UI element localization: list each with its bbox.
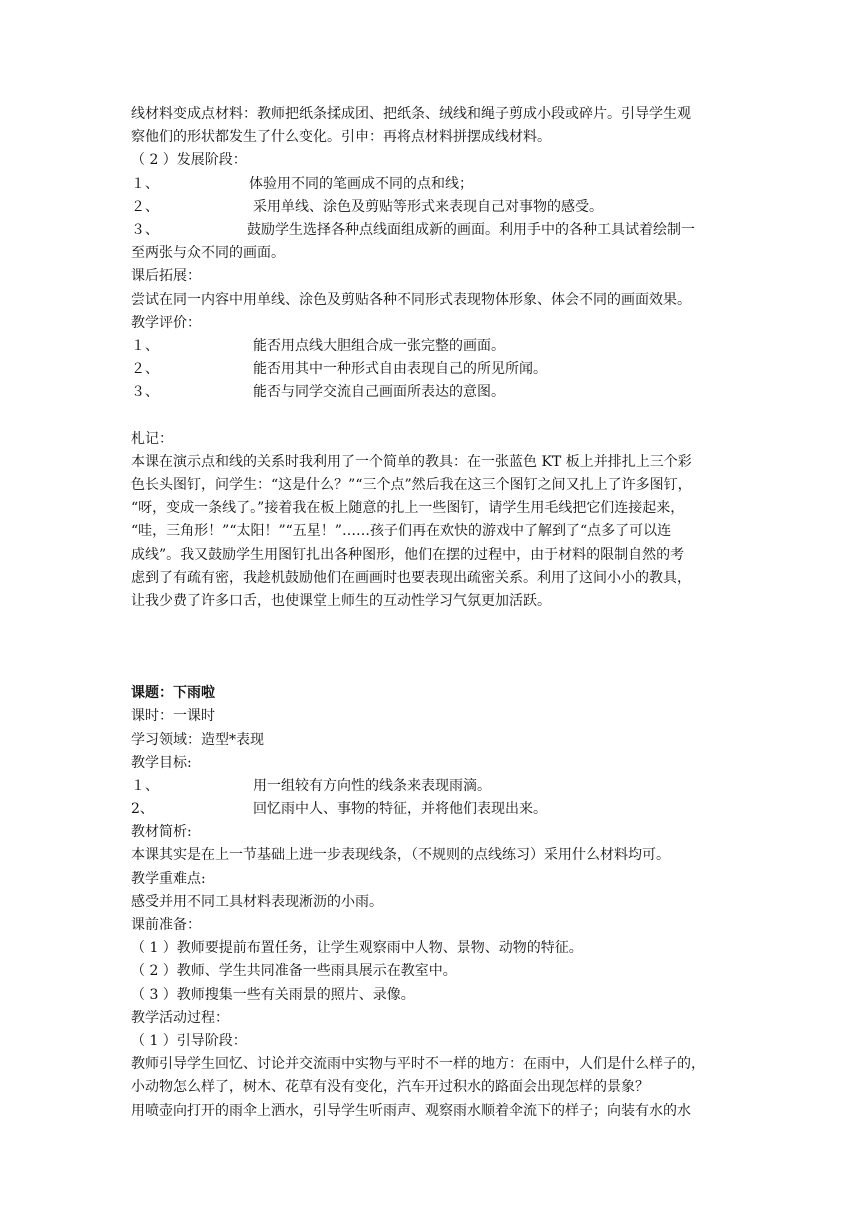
difficulty-heading: 教学重难点: (131, 870, 206, 887)
notes-line: “呀，变成一条线了。”接着我在板上随意的扎上一些图钉，请学生用毛线把它们连接起来， (131, 500, 685, 517)
document-page (131, 103, 731, 1123)
goals-heading: 教学目标: (131, 754, 192, 771)
stage1-line: 用喷壶向打开的雨伞上洒水，引导学生听雨声、观察雨水顺着伞流下的样子；向装有水的水 (131, 1102, 691, 1119)
lesson-period: 课时：一课时 (131, 708, 215, 725)
list-item: ３、 鼓励学生选择各种点线面组成新的画面。利用手中的各种工具试着绘制一 (131, 221, 695, 238)
lesson-domain: 学习领域：造型*表现 (131, 731, 264, 748)
list-item: （ 3 ）教师搜集一些有关雨景的照片、录像。 (131, 986, 415, 1003)
stage1-line: 小动物怎么样了，树木、花草有没有变化，汽车开过积水的路面会出现怎样的景象？ (131, 1079, 649, 1096)
notes-line: “哇，三角形！”“太阳！”“五星！”……孩子们再在欢快的游戏中了解到了“点多了可以连 (131, 523, 672, 540)
stage1-heading: （ 1 ）引导阶段： (131, 1032, 247, 1049)
list-item: ３、 能否与同学交流自己画面所表达的意图。 (131, 384, 505, 401)
notes-heading: 札记： (131, 430, 173, 447)
prep-heading: 课前准备： (131, 917, 201, 933)
extension-text: 尝试在同一内容中用单线、涂色及剪贴各种不同形式表现物体形象、体会不同的画面效果。 (131, 291, 691, 308)
notes-line: 色长头图钉，问学生：“这是什么？”“三个点”然后我在这三个图钉之间又扎上了许多图钉， (131, 477, 692, 493)
materials-heading: 教材简析: (131, 824, 192, 841)
list-item: 2、 回忆雨中人、事物的特征，并将他们表现出来。 (131, 801, 547, 818)
process-heading: 教学活动过程： (131, 1009, 229, 1026)
intro-line: 察他们的形状都发生了什么变化。引申：再将点材料拼摆成线材料。 (131, 129, 551, 146)
notes-line: 虑到了有疏有密，我趁机鼓励他们在画画时也要表现出疏密关系。利用了这间小小的教具， (131, 569, 691, 586)
notes-line: 成线”。我又鼓励学生用图钉扎出各种图形，他们在摆的过程中，由于材料的限制自然的考 (131, 546, 685, 563)
lesson-title: 课题：下雨啦 (131, 685, 215, 702)
list-item: ２、 采用单线、涂色及剪贴等形式来表现自己对事物的感受。 (131, 198, 603, 215)
list-item: １、 能否用点线大胆组合成一张完整的画面。 (131, 337, 505, 354)
materials-text: 本课其实是在上一节基础上进一步表现线条，（不规则的点线练习）采用什么材料均可。 (131, 847, 670, 864)
difficulty-text: 感受并用不同工具材料表现淅沥的小雨。 (131, 893, 383, 910)
evaluation-heading: 教学评价： (131, 314, 201, 331)
list-item: １、 用一组较有方向性的线条来表现雨滴。 (131, 777, 491, 794)
stage2-heading: （ 2 ）发展阶段： (131, 152, 247, 169)
extension-heading: 课后拓展： (131, 268, 201, 285)
stage1-line: 教师引导学生回忆、讨论并交流雨中实物与平时不一样的地方：在雨中，人们是什么样子的， (131, 1056, 705, 1073)
notes-line: 本课在演示点和线的关系时我利用了一个简单的教具：在一张蓝色 KT 板上并排扎上三个彩 (131, 453, 692, 470)
list-item-continuation: 至两张与众不同的画面。 (131, 245, 285, 262)
list-item: １、 体验用不同的笔画成不同的点和线； (131, 175, 473, 192)
intro-line: 线材料变成点材料：教师把纸条揉成团、把纸条、绒线和绳子剪成小段或碎片。引导学生观 (131, 106, 691, 122)
list-item: （ 2 ）教师、学生共同准备一些雨具展示在教室中。 (131, 963, 457, 980)
list-item: ２、 能否用其中一种形式自由表现自己的所见所闻。 (131, 361, 547, 378)
list-item: （ 1 ）教师要提前布置任务，让学生观察雨中人物、景物、动物的特征。 (131, 940, 583, 957)
notes-line: 让我少费了许多口舌，也使课堂上师生的互动性学习气氛更加活跃。 (131, 592, 551, 609)
